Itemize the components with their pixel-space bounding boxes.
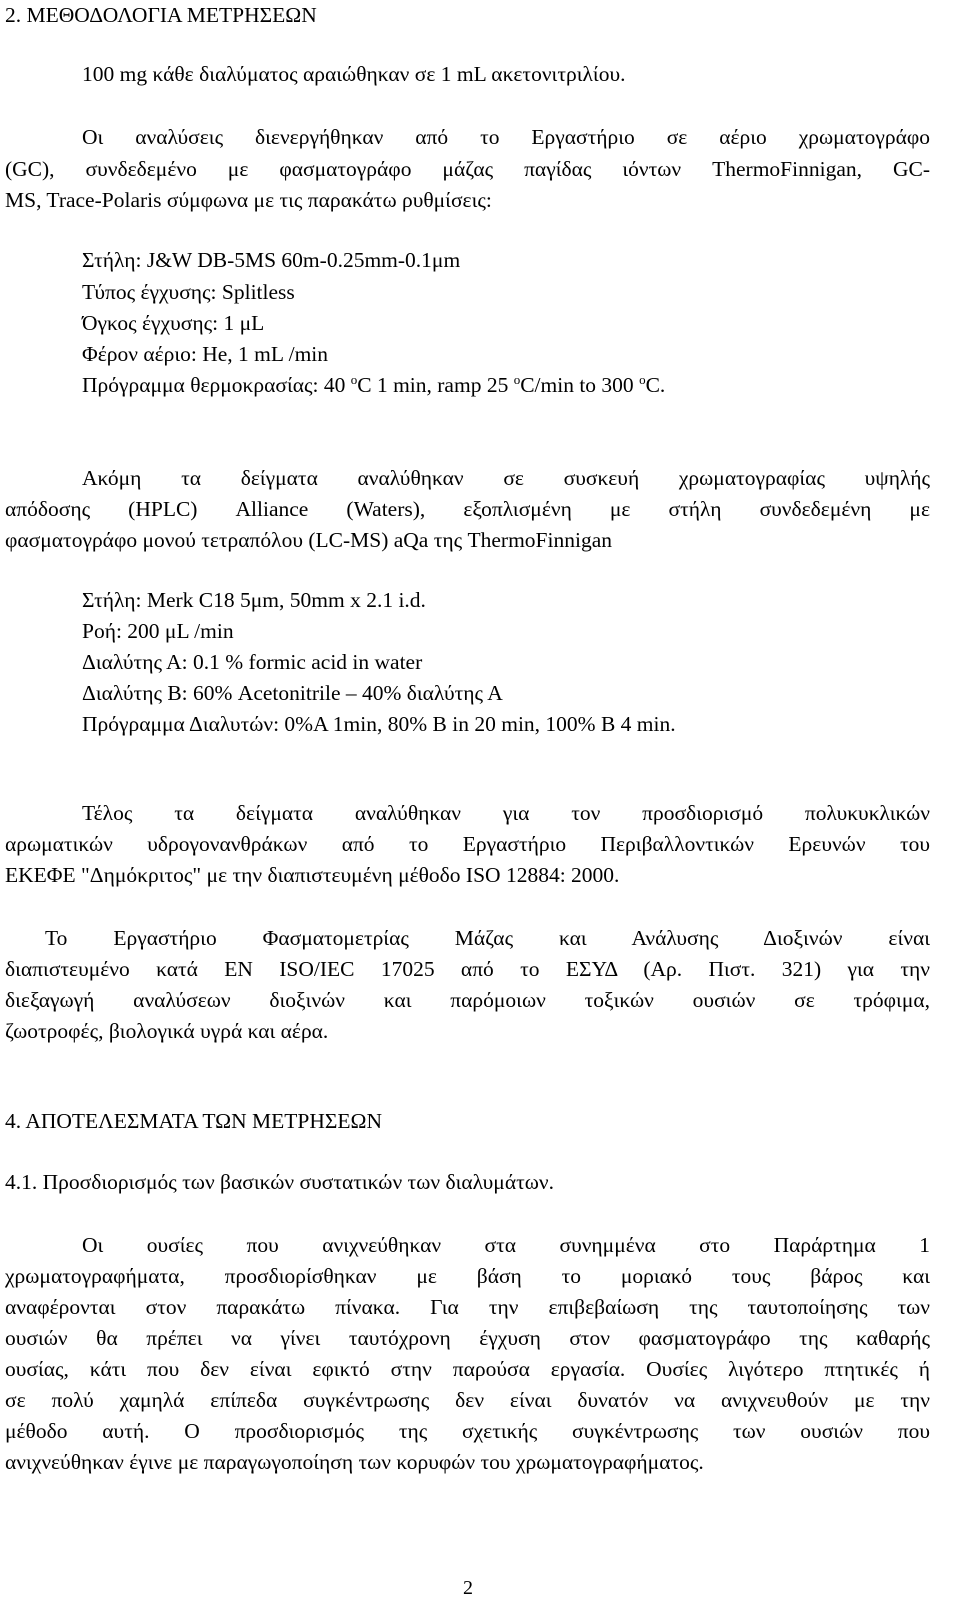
paragraph-line: ανιχνεύθηκαν έγινε με παραγωγοποίηση των κορυφών του χρωματογραφήματος.	[5, 1450, 704, 1474]
paragraph-line: ζωοτροφές, βιολογικά υγρά και αέρα.	[5, 1019, 329, 1043]
paragraph-line: αρωματικών υδρογονανθράκων από το Εργαστήριο Περιβαλλοντικών Ερευνών του	[5, 832, 930, 856]
paragraph-line: Οι αναλύσεις διενεργήθηκαν από το Εργαστήριο σε αέριο χρωματογράφο	[82, 125, 930, 149]
paragraph-line: ουσιών θα πρέπει να γίνει ταυτόχρονη έγχυση στον φασματογράφο της καθαρής	[5, 1326, 930, 1350]
solvent-b-setting: Διαλύτης Β: 60% Acetonitrile – 40% διαλύτης Α	[82, 681, 503, 705]
paragraph-line: απόδοσης (HPLC) Alliance (Waters), εξοπλισμένη με στήλη συνδεδεμένη με	[5, 497, 930, 521]
injection-volume-setting: Όγκος έγχυσης: 1 μL	[82, 311, 265, 335]
paragraph-line: διαπιστευμένο κατά EN ISO/IEC 17025 από το ΕΣΥΔ (Αρ. Πιστ. 321) για την	[5, 957, 930, 981]
subsection-heading: 4.1. Προσδιορισμός των βασικών συστατικών των διαλυμάτων.	[5, 1170, 554, 1194]
paragraph-line: Το Εργαστήριο Φασματομετρίας Μάζας και Ανάλυσης Διοξινών είναι	[45, 926, 930, 950]
paragraph-line: ΕΚΕΦΕ "Δημόκριτος" με την διαπιστευμένη μέθοδο ISO 12884: 2000.	[5, 863, 620, 887]
paragraph-line: διεξαγωγή αναλύσεων διοξινών και παρόμοιων τοξικών ουσιών σε τρόφιμα,	[5, 988, 930, 1012]
degree-sign: o	[639, 372, 646, 387]
sample-prep-line: 100 mg κάθε διαλύματος αραιώθηκαν σε 1 mL ακετονιτριλίου.	[82, 62, 626, 86]
degree-sign: o	[513, 372, 521, 387]
paragraph-line: σε πολύ χαμηλά επίπεδα συγκέντρωσης δεν είναι δυνατόν να ανιχνευθούν με την	[5, 1388, 930, 1412]
section-heading: 2. ΜΕΘΟΔΟΛΟΓΙΑ ΜΕΤΡΗΣΕΩΝ	[5, 3, 317, 27]
paragraph-line: MS, Trace-Polaris σύμφωνα με τις παρακάτω ρυθμίσεις:	[5, 188, 492, 212]
paragraph-line: μέθοδο αυτή. Ο προσδιορισμός της σχετικής συγκέντρωσης των ουσιών που	[5, 1419, 930, 1443]
injection-type-setting: Τύπος έγχυσης: Splitless	[82, 280, 295, 304]
hplc-column-setting: Στήλη: Merk C18 5μm, 50mm x 2.1 i.d.	[82, 588, 426, 612]
solvent-program-setting: Πρόγραμμα Διαλυτών: 0%A 1min, 80% B in 20 min, 100% B 4 min.	[82, 712, 676, 736]
paragraph-line: αναφέρονται στον παρακάτω πίνακα. Για την επιβεβαίωση της ταυτοποίησης των	[5, 1295, 930, 1319]
paragraph-line: φασματογράφο μονού τετραπόλου (LC-MS) aQa της ThermoFinnigan	[5, 528, 613, 552]
page-number: 2	[463, 1577, 473, 1599]
flow-setting: Ροή: 200 μL /min	[82, 619, 234, 643]
section-heading: 4. ΑΠΟΤΕΛΕΣΜΑΤΑ ΤΩΝ ΜΕΤΡΗΣΕΩΝ	[5, 1109, 383, 1133]
paragraph-line: ουσίας, κάτι που δεν είναι εφικτό στην παρούσα εργασία. Ουσίες λιγότερο πτητικές ή	[5, 1357, 930, 1381]
temperature-program-setting: Πρόγραμμα θερμοκρασίας: 40 $^o$C 1 min, ramp 25 $^o$C/min to 300 $^o$C.	[82, 372, 666, 397]
paragraph-line: Τέλος τα δείγματα αναλύθηκαν για τον προσδιορισμό πολυκυκλικών	[82, 801, 930, 825]
solvent-a-setting: Διαλύτης Α: 0.1 % formic acid in water	[82, 650, 423, 674]
paragraph-line: Οι ουσίες που ανιχνεύθηκαν στα συνημμένα στο Παράρτημα 1	[82, 1233, 930, 1257]
paragraph-line: Ακόμη τα δείγματα αναλύθηκαν σε συσκευή χρωματογραφίας υψηλής	[82, 466, 930, 490]
paragraph-line: χρωματογραφήματα, προσδιορίσθηκαν με βάση το μοριακό τους βάρος και	[5, 1264, 930, 1288]
gc-column-setting: Στήλη: J&W DB-5MS 60m-0.25mm-0.1μm	[82, 248, 461, 272]
paragraph-line: (GC), συνδεδεμένο με φασματογράφο μάζας παγίδας ιόντων ThermoFinnigan, GC-	[5, 157, 930, 181]
degree-sign: o	[350, 372, 358, 387]
carrier-gas-setting: Φέρον αέριο: He, 1 mL /min	[82, 342, 329, 366]
